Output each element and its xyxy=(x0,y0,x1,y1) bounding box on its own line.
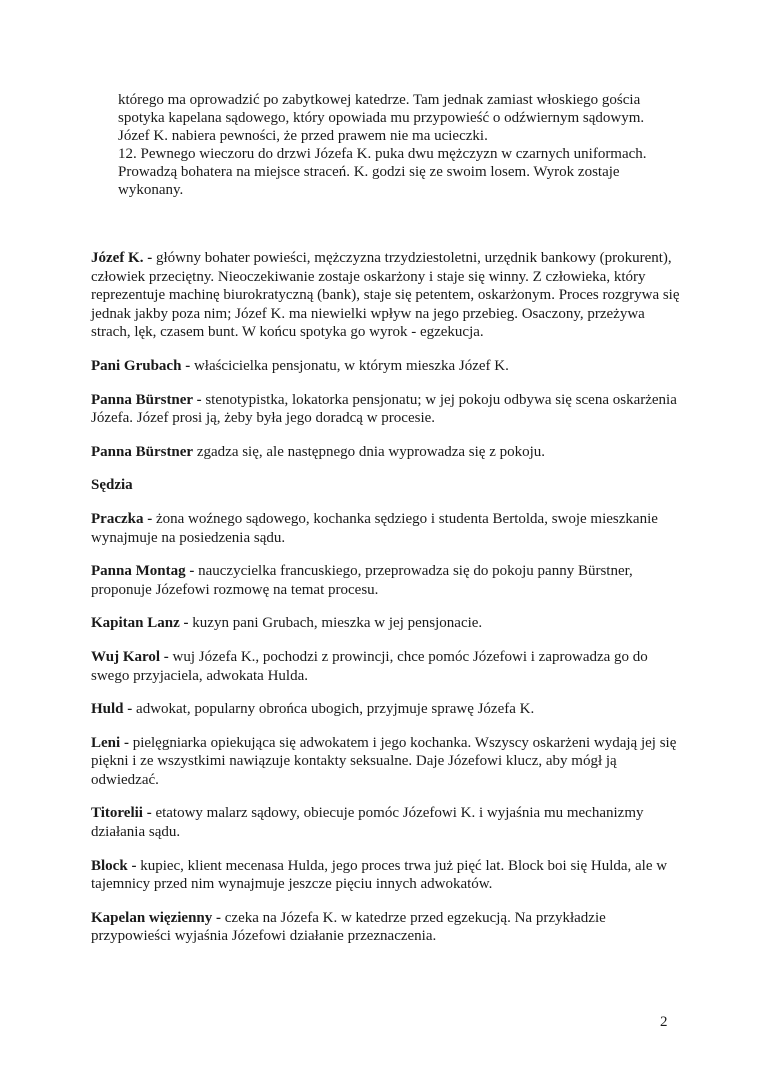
name-separator: - xyxy=(192,391,206,408)
character-name: Leni xyxy=(91,734,121,751)
character-description: czeka na Józefa K. w katedrze przed egzekucją. Na przykładzie przypowieści wyjaśnia Józefowi działanie przeznaczenia. xyxy=(91,909,606,945)
character-name: Huld xyxy=(91,701,124,718)
character-description: stenotypistka, lokatorka pensjonatu; w jej pokoju odbywa się scena oskarżenia Józefa. Józef prosi ją, żeby była jego doradcą w procesie. xyxy=(91,391,677,427)
character-name: Panna Montag xyxy=(91,563,186,580)
character-entry xyxy=(91,734,681,790)
summary-paragraph-11-tail: którego ma oprowadzić po zabytkowej katedrze. Tam jednak zamiast włoskiego gościa spotyka kapelana sądowego, który opowiada mu przypowieść o odźwiernym sądowym. Józef K. nabiera pewności, że przed prawem nie ma ucieczki. xyxy=(118,92,645,144)
character-name: Panna Bürstner xyxy=(91,391,193,408)
character-entry xyxy=(91,562,681,599)
character-description: pielęgniarka opiekująca się adwokatem i jego kochanka. Wszyscy oskarżeni wydają jej się piękni i ze wszystkimi nawiązuje kontakty seksualne. Daje Józefowi klucz, aby mógł ją odwiedzać. xyxy=(91,734,677,788)
name-separator: - xyxy=(185,563,199,580)
name-separator: - xyxy=(120,734,133,751)
character-entry xyxy=(91,443,681,462)
character-description: etatowy malarz sądowy, obiecuje pomóc Józefowi K. i wyjaśnia mu mechanizmy działania sądu. xyxy=(91,805,644,841)
character-name: Panna Bürstner xyxy=(91,443,194,460)
character-description: wuj Józefa K., pochodzi z prowincji, chce pomóc Józefowi i zaprowadza go do swego przyjaciela, adwokata Hulda. xyxy=(91,648,648,684)
character-description: żona woźnego sądowego, kochanka sędziego i studenta Bertolda, swoje mieszkanie wynajmuje na posiedzenia sądu. xyxy=(91,510,658,546)
character-entry xyxy=(91,249,681,342)
plot-summary-continuation xyxy=(118,91,678,199)
character-name: Block xyxy=(91,857,128,874)
character-name: Wuj Karol xyxy=(91,648,161,665)
page-number: 2 xyxy=(660,1014,668,1030)
character-name: Praczka xyxy=(91,510,144,527)
character-description: właścicielka pensjonatu, w którym mieszka Józef K. xyxy=(193,357,509,374)
character-entry xyxy=(91,614,681,633)
character-entry xyxy=(91,700,681,719)
name-separator: - xyxy=(142,805,156,822)
name-separator: - xyxy=(123,701,137,718)
name-separator: - xyxy=(127,857,141,874)
character-name: Kapelan więzienny xyxy=(91,909,213,926)
character-entry xyxy=(91,391,681,428)
character-entry xyxy=(91,510,681,547)
character-description: nauczycielka francuskiego, przeprowadza się do pokoju panny Bürstner, proponuje Józefowi rozmowę na temat procesu. xyxy=(91,563,633,598)
character-entry xyxy=(91,804,681,841)
name-separator: - xyxy=(181,357,194,374)
character-entry xyxy=(91,476,681,495)
summary-paragraph-12: 12. Pewnego wieczoru do drzwi Józefa K. puka dwu mężczyzn w czarnych uniformach. Prowadzą bohatera na miejsce straceń. K. godzi się ze swoim losem. Wyrok zostaje wykonany. xyxy=(118,146,647,198)
character-description: zgadza się, ale następnego dnia wyprowadza się z pokoju. xyxy=(196,443,546,460)
name-separator: - xyxy=(212,909,225,926)
character-name: Sędzia xyxy=(91,477,133,494)
character-entry xyxy=(91,648,681,685)
character-list xyxy=(91,249,681,961)
character-entry xyxy=(91,857,681,894)
name-separator: - xyxy=(143,250,156,266)
character-entry xyxy=(91,909,681,946)
character-description: kupiec, klient mecenasa Hulda, jego proces trwa już pięć lat. Block boi się Hulda, ale w tajemnicy przed nim wynajmuje jeszcze pięciu innych adwokatów. xyxy=(91,857,668,893)
name-separator: - xyxy=(143,510,156,527)
character-name: Titorelii xyxy=(91,805,143,822)
name-separator: - xyxy=(160,648,173,665)
character-description: adwokat, popularny obrońca ubogich, przyjmuje sprawę Józefa K. xyxy=(136,701,535,718)
name-separator: - xyxy=(179,615,193,632)
character-name: Kapitan Lanz xyxy=(91,615,180,632)
character-description: kuzyn pani Grubach, mieszka w jej pensjonacie. xyxy=(192,615,483,632)
character-entry xyxy=(91,357,681,376)
character-description: główny bohater powieści, mężczyzna trzydziestoletni, urzędnik bankowy (prokurent), człowiek przeciętny. Nieoczekiwanie zostaje oskarżony i staje się winny. Z człowieka, który reprezentuje machinę biurokratyczną (bank), staje się petentem, oskarżonym. Proces rozgrywa się jednak jakby poza nim; Józef K. ma niewielki wpływ na jego przebieg. Osaczony, przeżywa strach, lęk, czasem bunt. W końcu spotyka go wyrok - egzekucja. xyxy=(91,250,680,341)
character-name: Józef K. xyxy=(91,250,144,266)
character-name: Pani Grubach xyxy=(91,357,182,374)
